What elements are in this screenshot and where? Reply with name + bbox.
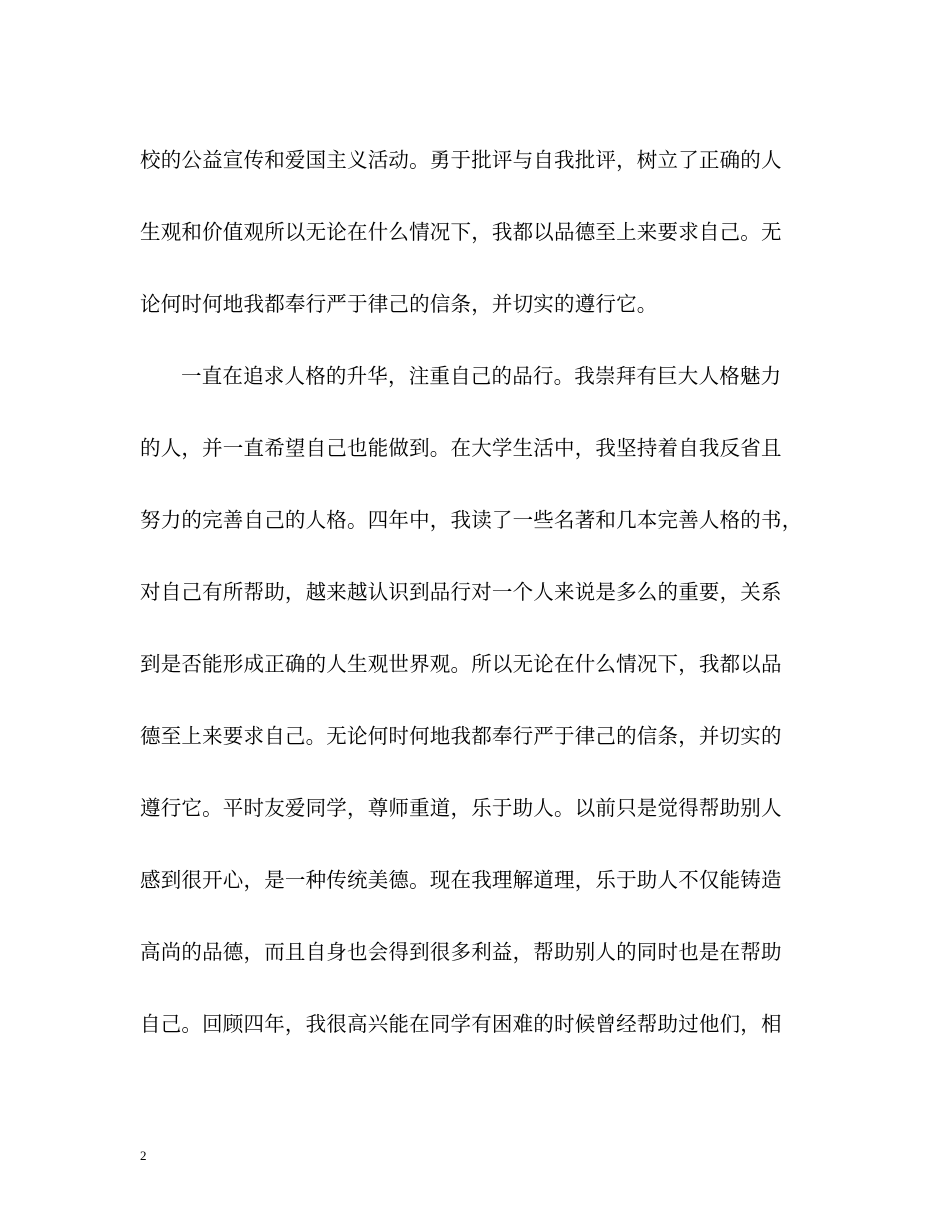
page-number: 2 xyxy=(140,1148,147,1163)
body-text xyxy=(140,142,820,1078)
text-line: 德至上来要求自己。无论何时何地我都奉行严于律己的信条，并切实的 xyxy=(140,724,782,748)
text-line: 遵行它。平时友爱同学，尊师重道，乐于助人。以前只是觉得帮助别人 xyxy=(140,796,782,820)
text-line: 高尚的品德，而且自身也会得到很多利益，帮助别人的同时也是在帮助 xyxy=(140,940,782,964)
text-line: 生观和价值观所以无论在什么情况下，我都以品德至上来要求自己。无 xyxy=(140,220,782,244)
text-line: 自己。回顾四年，我很高兴能在同学有困难的时候曾经帮助过他们，相 xyxy=(140,1012,782,1036)
text-line: 的人，并一直希望自己也能做到。在大学生活中，我坚持着自我反省且 xyxy=(140,436,782,460)
paragraph-first-line: 一直在追求人格的升华，注重自己的品行。我崇拜有巨大人格魅力 xyxy=(181,364,782,388)
text-line: 努力的完善自己的人格。四年中，我读了一些名著和几本完善人格的书， xyxy=(140,508,803,532)
text-line: 校的公益宣传和爱国主义活动。勇于批评与自我批评，树立了正确的人 xyxy=(140,148,782,172)
text-line: 论何时何地我都奉行严于律己的信条，并切实的遵行它。 xyxy=(140,292,658,316)
text-line: 到是否能形成正确的人生观世界观。所以无论在什么情况下，我都以品 xyxy=(140,652,782,676)
text-line: 对自己有所帮助，越来越认识到品行对一个人来说是多么的重要，关系 xyxy=(140,580,782,604)
text-line: 感到很开心，是一种传统美德。现在我理解道理，乐于助人不仅能铸造 xyxy=(140,868,782,892)
